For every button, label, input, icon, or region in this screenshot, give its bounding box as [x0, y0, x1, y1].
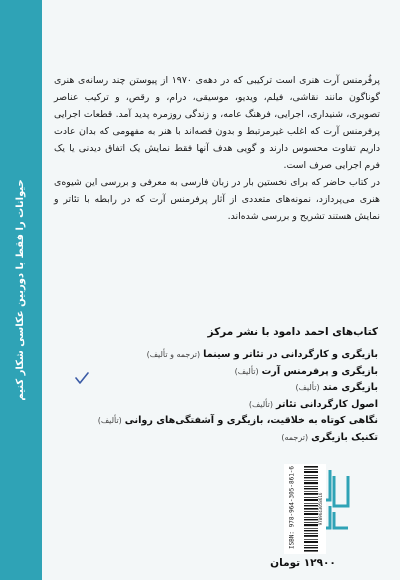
book-note: (تألیف) [295, 383, 320, 392]
book-item [60, 413, 378, 430]
book-item [60, 397, 378, 414]
barcode-digits: 9789643058616 [318, 492, 323, 526]
spine-text: حیوانات را فقط با دوربین عکاسی شکار کنیم [15, 179, 26, 401]
isbn-number: ISBN: 978-964-305-861-6 [288, 465, 296, 550]
description-paragraph-2: در کتاب حاضر که برای نخستین بار در زبان فارسی به معرفی و بررسی این شیوه‌ی هنری می‌پردازد، نمونه‌های متعددی از آثار پرفرمنس آرت که در رابطه با تئاتر و نمایش هستند تشریح و بررسی شده‌اند. [54, 177, 380, 222]
books-list [60, 347, 378, 446]
book-item [60, 347, 378, 364]
book-item [60, 364, 378, 381]
description [54, 72, 380, 225]
book-note: (ترجمه و تألیف) [146, 350, 201, 359]
book-note: (تألیف) [248, 399, 273, 409]
book-title: بازیگری و پرفرمنس آرت [261, 365, 378, 377]
book-item [60, 380, 378, 397]
book-note: (تألیف) [97, 416, 122, 425]
book-title: نگاهی کوتاه به خلاقیت، بازیگری و آشفتگی‌های روانی [124, 415, 378, 426]
book-note: (ترجمه) [281, 432, 309, 442]
book-title: تکنیک بازیگری [311, 431, 378, 443]
spine-strip [0, 0, 42, 580]
book-note: (تألیف) [234, 366, 259, 376]
price: ۱۲۹۰۰ تومان [270, 557, 336, 569]
book-title: اصول کارگردانی تئاتر [275, 398, 378, 410]
checkmark-icon [74, 371, 90, 387]
book-title: بازیگری متد [322, 382, 378, 393]
books-heading: کتاب‌های احمد دامود با نشر مرکز [207, 326, 378, 338]
book-title: بازیگری و کارگردانی در تئاتر و سینما [203, 349, 378, 360]
barcode-icon [300, 464, 326, 554]
description-paragraph-1: پرفُرمنس آرت هنری است ترکیبی که در دهه‌ی ۱۹۷۰ از پیوستن چند رسانه‌ی هنری گوناگون مانند نقاشی، فیلم، ویدیو، موسیقی، درام، و رقص، و ترکیب عناصر تصویری، شنیداری، اجرایی، فرهنگ عامه، و زندگی روزمره پدید آمد. قطعات اجرایی پرفرمنس آرت که اغلب غیرمرتبط و بدون قصه‌اند با هنر به مفهومی که بدان عادت داریم تفاوت محسوس دارند و گویی هدف آنها فقط نمایش یک اتفاق دیدنی یا یک فرم اجرایی صرف است. [54, 75, 380, 171]
book-item [60, 430, 378, 447]
